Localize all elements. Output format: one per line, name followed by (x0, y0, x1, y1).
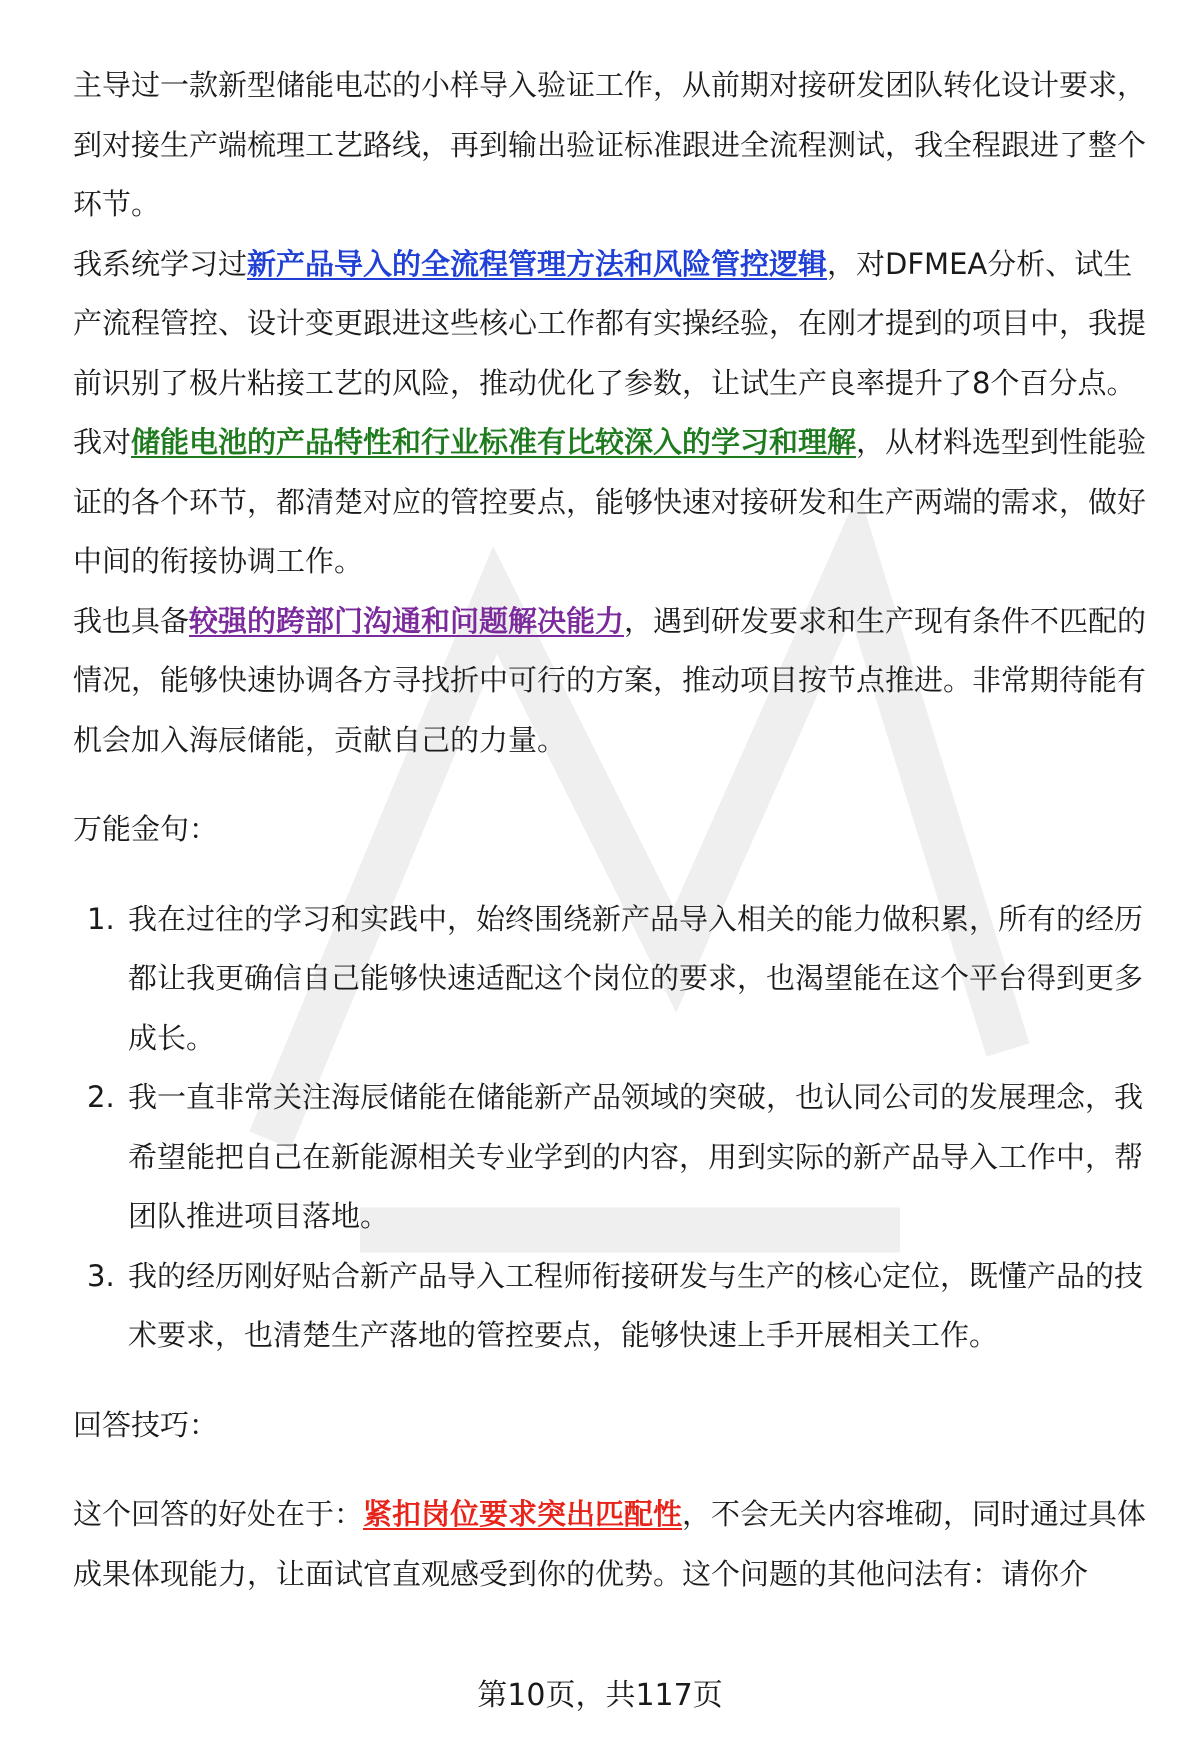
page-number-footer: 第10页，共117页 (477, 1678, 723, 1713)
paragraph-2-highlight: 新产品导入的全流程管理方法和风险管控逻辑 (247, 246, 828, 281)
paragraph-1-text: 主导过一款新型储能电芯的小样导入验证工作，从前期对接研发团队转化设计要求，到对接生产端梳理工艺路线，再到输出验证标准跟进全流程测试，我全程跟进了整个环节。 (73, 68, 1147, 221)
list-item-text: 我的经历刚好贴合新产品导入工程师衔接研发与生产的核心定位，既懂产品的技术要求，也清楚生产落地的管控要点，能够快速上手开展相关工作。 (128, 1258, 1144, 1352)
paragraph-3 (73, 413, 1153, 592)
answer-tips-label: 回答技巧： (73, 1407, 219, 1442)
list-item-number: 2. (87, 1080, 115, 1114)
paragraph-3-rest: ，从材料选型到性能验证的各个环节，都清楚对应的管控要点，能够快速对接研发和生产两端的需求，做好中间的衔接协调工作。 (73, 425, 1147, 578)
paragraph-4 (73, 592, 1153, 771)
list-item (73, 1247, 1153, 1366)
paragraph-3-highlight: 储能电池的产品特性和行业标准有比较深入的学习和理解 (131, 425, 857, 459)
list-item (73, 1068, 1153, 1247)
answer-tips-rest: ，不会无关内容堆砌，同时通过具体成果体现能力，让面试官直观感受到你的优势。这个问题的其他问法有：请你介 (73, 1497, 1147, 1591)
answer-tips-lead: 这个回答的好处在于： (73, 1497, 364, 1531)
document-body (73, 56, 1153, 1604)
paragraph-2 (73, 235, 1153, 414)
golden-sentences-list (73, 890, 1153, 1366)
list-item (73, 890, 1153, 1069)
golden-sentences-label: 万能金句： (73, 812, 219, 846)
answer-tips-paragraph (73, 1485, 1153, 1604)
list-item-number: 3. (87, 1258, 115, 1293)
paragraph-3-lead: 我对 (73, 425, 132, 459)
list-item-number: 1. (87, 901, 115, 936)
list-item-text: 我在过往的学习和实践中，始终围绕新产品导入相关的能力做积累，所有的经历都让我更确信自己能够快速适配这个岗位的要求，也渴望能在这个平台得到更多成长。 (128, 901, 1144, 1055)
paragraph-2-lead: 我系统学习过 (73, 246, 248, 281)
paragraph-2-rest: ，对DFMEA分析、试生产流程管控、设计变更跟进这些核心工作都有实操经验，在刚才提到的项目中，我提前识别了极片粘接工艺的风险，推动优化了参数，让试生产良率提升了8个百分点。 (73, 246, 1147, 400)
paragraph-4-highlight: 较强的跨部门沟通和问题解决能力 (189, 603, 625, 638)
paragraph-4-lead: 我也具备 (73, 603, 190, 638)
paragraph-1 (73, 56, 1153, 235)
answer-tips-highlight: 紧扣岗位要求突出匹配性 (363, 1497, 683, 1531)
list-item-text: 我一直非常关注海辰储能在储能新产品领域的突破，也认同公司的发展理念，我希望能把自己在新能源相关专业学到的内容，用到实际的新产品导入工作中，帮团队推进项目落地。 (128, 1080, 1144, 1233)
paragraph-4-rest: ，遇到研发要求和生产现有条件不匹配的情况，能够快速协调各方寻找折中可行的方案，推动项目按节点推进。非常期待能有机会加入海辰储能，贡献自己的力量。 (73, 603, 1147, 757)
